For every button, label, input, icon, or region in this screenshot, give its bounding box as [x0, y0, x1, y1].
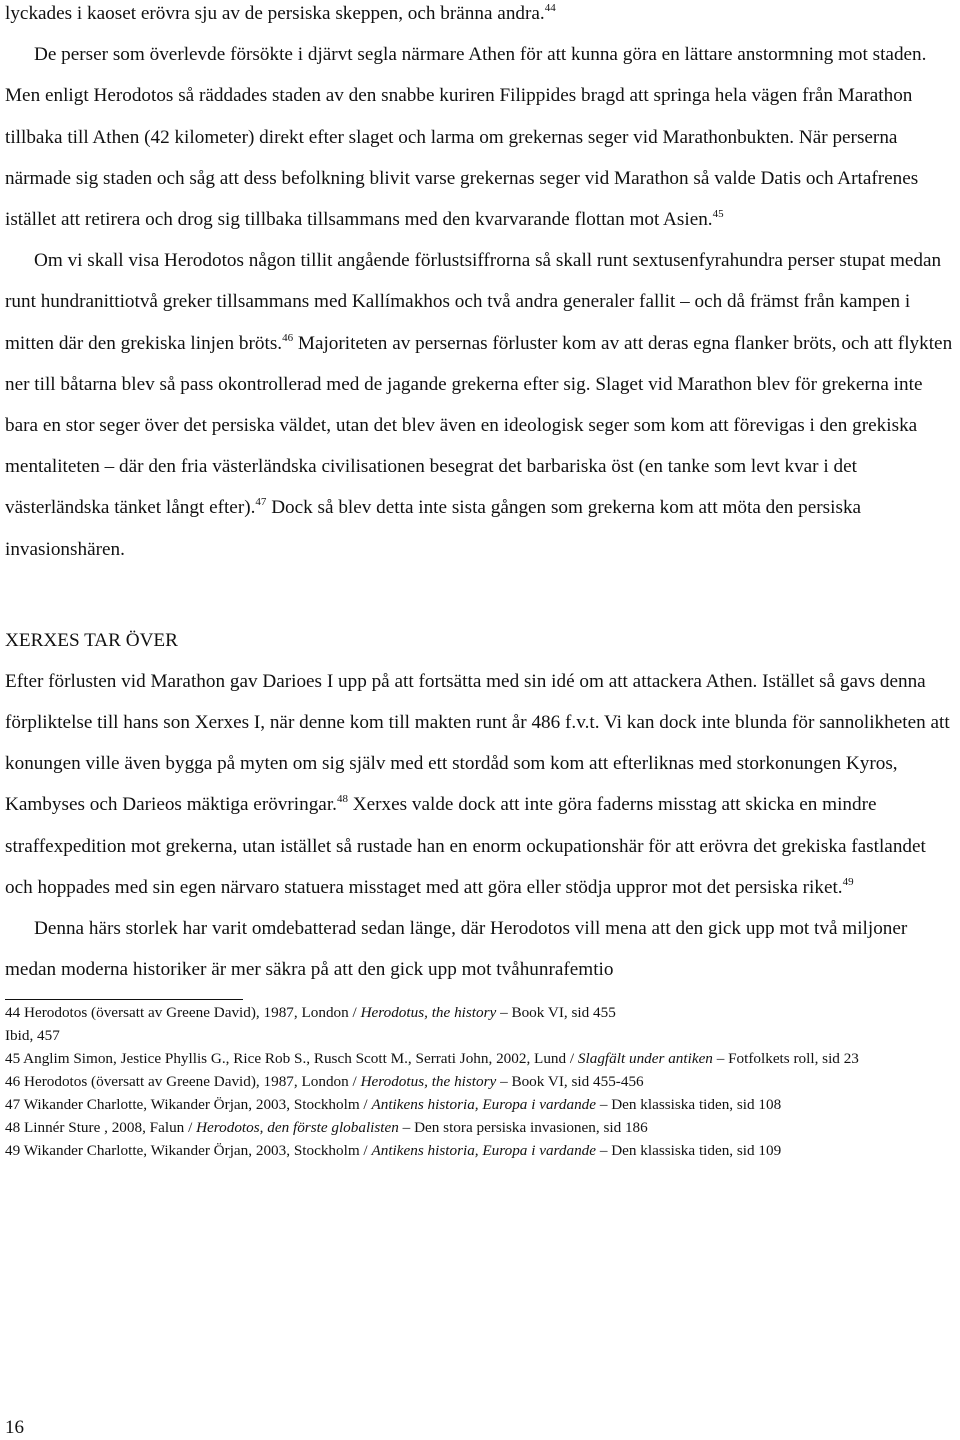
footnote-text: 45 Anglim Simon, Jestice Phyllis G., Rice Rob S., Rusch Scott M., Serrati John, 2002, Lund / [5, 1050, 578, 1068]
footnote-ref[interactable]: 45 [712, 208, 724, 221]
footnote-text: 49 Wikander Charlotte, Wikander Örjan, 2003, Stockholm / [5, 1142, 372, 1160]
footnote [5, 1093, 955, 1116]
paragraph-text: Efter förlusten vid Marathon gav Darioes I upp på att fortsätta med sin idé om att attackera Athen. Istället så gavs denna förpliktelse till hans son Xerxes I, när denne kom till makten runt år 486 f.v.t. Vi kan dock inte blunda för sannolikheten att konungen ville även bygga på myten om sig själv med ett stordåd som kom att efterliknas med storkonungen Kyros, Kambyses och Darieos mäktiga erövringar. [5, 670, 950, 816]
footnote-title: Herodotos, den förste globalisten [196, 1119, 399, 1137]
paragraph-text: lyckades i kaoset erövra sju av de persiska skeppen, och bränna andra. [5, 3, 545, 24]
footnote-ref[interactable]: 48 [336, 793, 348, 806]
footnote [5, 1139, 955, 1162]
footnote-ref[interactable]: 49 [842, 875, 854, 888]
footnote-title: Herodotus, the history [360, 1073, 497, 1091]
footnote: Ibid, 457 [5, 1027, 60, 1045]
paragraph-text: Om vi skall visa Herodotos någon tillit angående förlustsiffrorna så skall runt sextusenfyrahundra perser stupat medan runt hundranittiotvå greker tillsammans med Kallímakhos och två andra generaler fallit – och då främst från kampen i mitten där den grekiska linjen bröts. [5, 250, 942, 354]
footnote-title: Slagfält under antiken [577, 1050, 713, 1068]
document-page [5, 0, 955, 1162]
footnote-title: Antikens historia, Europa i vardande [371, 1096, 597, 1114]
footnote [5, 1047, 955, 1070]
footnote-text: – Book VI, sid 455-456 [496, 1073, 644, 1091]
footnote [5, 1070, 955, 1093]
footnote-ref[interactable]: 44 [544, 2, 556, 14]
footnote-text: – Den klassiska tiden, sid 108 [596, 1096, 782, 1114]
paragraph [5, 240, 955, 570]
section-heading: XERXES TAR ÖVER [5, 629, 178, 651]
paragraph-text: Xerxes valde dock att inte göra faderns misstag att skicka en mindre straffexpedition mot grekerna, utan istället så rustade han en enorm ockupationshär för att erövra det grekiska fastlandet och hoppades med sin egen närvaro statuera misstaget med att göra eller stödja uppror mot det persiska riket. [5, 794, 926, 898]
paragraph-text: Dock så blev detta inte sista gången som grekerna kom att möta den persiska invasionshären. [5, 497, 862, 560]
footnote-title: Antikens historia, Europa i vardande [371, 1142, 597, 1160]
footnote-ref[interactable]: 46 [282, 331, 294, 344]
footnote-text: – Book VI, sid 455 [496, 1004, 616, 1022]
footnote-ref[interactable]: 47 [255, 496, 267, 509]
footnote-title: Herodotus, the history [360, 1004, 497, 1022]
footnote-text: 48 Linnér Sture , 2008, Falun / [5, 1119, 197, 1137]
paragraph-text: Majoriteten av persernas förluster kom av att deras egna flanker bröts, och att flykten ner till båtarna blev så pass okontrollerad med de jagande grekerna efter sig. Slaget vid Marathon blev för grekerna inte bara en stor seger över det persiska väldet, utan det blev även en ideologisk seger som kom att förevigas i den grekiska mentaliteten – där den fria västerländska civilisationen besegrat det barbariska öst (en tanke som levt kvar i det västerländska tänket långt efter). [5, 332, 953, 519]
paragraph-text: Denna härs storlek har varit omdebatterad sedan länge, där Herodotos vill mena att den gick upp mot två miljoner medan moderna historiker är mer säkra på att den gick upp mot tvåhunrafemtio [5, 918, 908, 981]
paragraph-text: De perser som överlevde försökte i djärvt segla närmare Athen för att kunna göra en lättare anstormning mot staden. Men enligt Herodotos så räddades staden av den snabbe kuriren Filippides bragd att springa hela vägen från Marathon tillbaka till Athen (42 kilometer) direkt efter slaget och larma om grekernas seger vid Marathonbukten. När perserna närmade sig staden och såg att dess befolkning blivit varse grekernas seger vid Marathon så valde Datis och Artafrenes istället att retirera och drog sig tillbaka tillsammans med den kvarvarande flottan mot Asien. [5, 44, 927, 231]
footnote-text: – Den stora persiska invasionen, sid 186 [398, 1119, 648, 1137]
footnote [5, 1116, 955, 1139]
footnote-text: 46 Herodotos (översatt av Greene David), 1987, London / [5, 1073, 361, 1091]
paragraph [5, 661, 955, 908]
paragraph [5, 34, 955, 240]
footnote-text: – Den klassiska tiden, sid 109 [596, 1142, 782, 1160]
footnote-text: – Fotfolkets roll, sid 23 [712, 1050, 859, 1068]
footnote-text: 44 Herodotos (översatt av Greene David), 1987, London / [5, 1004, 361, 1022]
page-number: 16 [5, 1417, 24, 1438]
paragraph [5, 908, 955, 990]
footnote-text: 47 Wikander Charlotte, Wikander Örjan, 2003, Stockholm / [5, 1096, 372, 1114]
footnote-separator [5, 999, 243, 1000]
paragraph [5, 0, 955, 34]
footnote [5, 1001, 955, 1024]
footnotes [5, 1001, 955, 1162]
